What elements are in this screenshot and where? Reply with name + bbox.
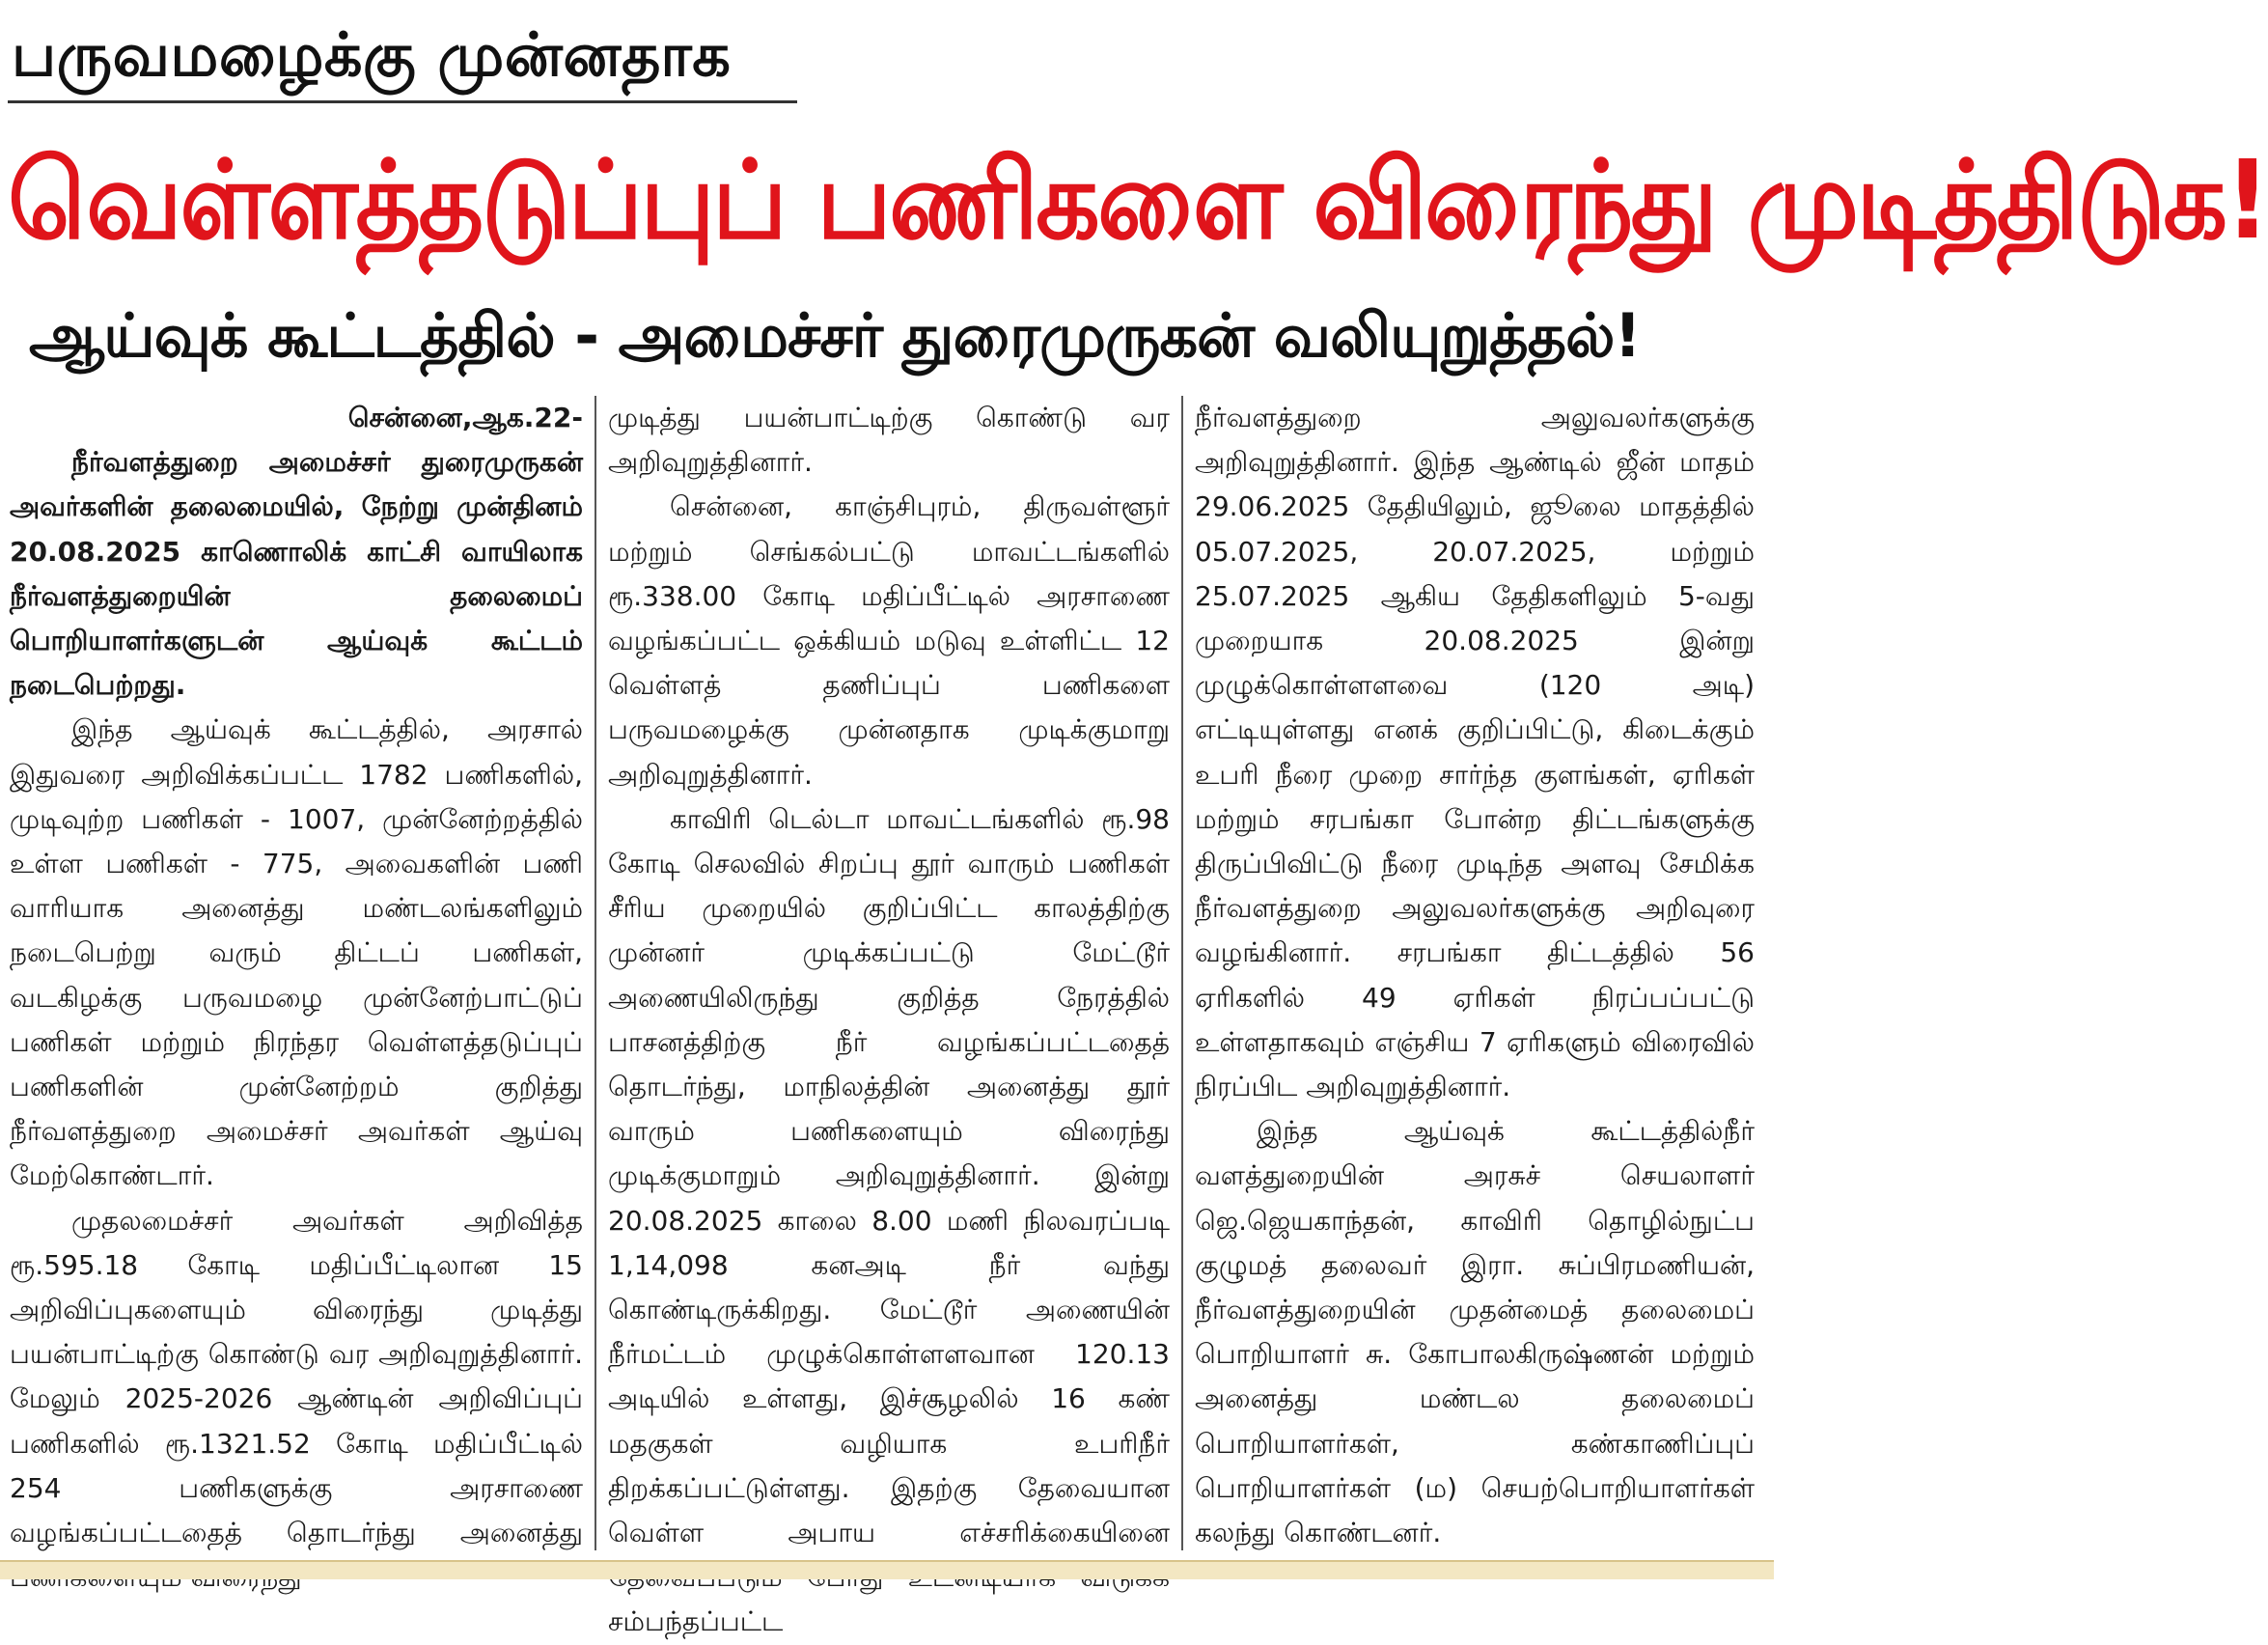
article-lead-paragraph: நீர்வளத்துறை அமைச்சர் துரைமுருகன் அவர்களின் தலைமையில், நேற்று முன்தினம் 20.08.2025 காணொலிக் காட்சி வாயிலாக நீர்வளத்துறையின் தலைமைப் பொறியாளர்களுடன் ஆய்வுக் கூட்டம் நடைபெற்றது. [10, 446, 583, 702]
body-paragraph: இந்த ஆய்வுக் கூட்டத்தில், அரசால் இதுவரை அறிவிக்கப்பட்ட 1782 பணிகளில், முடிவுற்ற பணிகள் - 1007, முன்னேற்றத்தில் உள்ள பணிகள் - 775, அவைகளின் பணி வாரியாக அனைத்து மண்டலங்களிலும் நடைபெற்று வரும் திட்டப் பணிகள், வடகிழக்கு பருவமழை முன்னேற்பாட்டுப் பணிகள் மற்றும் நிரந்தர வெள்ளத்தடுப்புப் பணிகளின் முன்னேற்றம் குறித்து நீர்வளத்துறை அமைச்சர் அவர்கள் ஆய்வு மேற்கொண்டார். [10, 713, 583, 1192]
body-column-3 [1181, 396, 1766, 1550]
article-subheadline: ஆய்வுக் கூட்டத்தில் - அமைச்சர் துரைமுருகன் வலியுறுத்தல்! [29, 300, 1641, 371]
article-kicker: பருவமழைக்கு முன்னதாக [12, 19, 732, 90]
body-paragraph: இந்த ஆய்வுக் கூட்டத்தில்நீர் வளத்துறையின் அரசுச் செயலாளர் ஜெ.ஜெயகாந்தன், காவிரி தொழில்நுட்ப குழுமத் தலைவர் இரா. சுப்பிரமணியன், நீர்வளத்துறையின் முதன்மைத் தலைமைப் பொறியாளர் சு. கோபாலகிருஷ்ணன் மற்றும் அனைத்து மண்டல தலைமைப் பொறியாளர்கள், கண்காணிப்புப் பொறியாளர்கள் (ம) செயற்பொறியாளர்கள் கலந்து கொண்டனர். [1195, 1115, 1755, 1549]
body-column-2 [595, 396, 1181, 1638]
body-paragraph-continued: நீர்வளத்துறை அலுவலர்களுக்கு அறிவுறுத்தினார். இந்த ஆண்டில் ஜீன் மாதம் 29.06.2025 தேதியிலும், ஜூலை மாதத்தில் 05.07.2025, 20.07.2025, மற்றும் 25.07.2025 ஆகிய தேதிகளிலும் 5-வது முறையாக 20.08.2025 இன்று முழுக்கொள்ளளவை (120 அடி) எட்டியுள்ளது எனக் குறிப்பிட்டு, கிடைக்கும் உபரி நீரை முறை சார்ந்த குளங்கள், ஏரிகள் மற்றும் சரபங்கா போன்ற திட்டங்களுக்கு திருப்பிவிட்டு நீரை முடிந்த அளவு சேமிக்க நீர்வளத்துறை அலுவலர்களுக்கு அறிவுரை வழங்கினார். சரபங்கா திட்டத்தில் 56 ஏரிகளில் 49 ஏரிகள் நிரப்பப்பட்டு உள்ளதாகவும் எஞ்சிய 7 ஏரிகளும் விரைவில் நிரப்பிட அறிவுறுத்தினார். [1195, 402, 1755, 1103]
body-paragraph: சென்னை, காஞ்சிபுரம், திருவள்ளூர் மற்றும் செங்கல்பட்டு மாவட்டங்களில் ரூ.338.00 கோடி மதிப்பீட்டில் அரசாணை வழங்கப்பட்ட ஒக்கியம் மடுவு உள்ளிட்ட 12 வெள்ளத் தணிப்புப் பணிகளை பருவமழைக்கு முன்னதாக முடிக்குமாறு அறிவுறுத்தினார். [608, 490, 1170, 791]
article-dateline: சென்னை,ஆக.22- [347, 402, 583, 433]
bottom-border [0, 1560, 1774, 1579]
body-paragraph-continued: முடித்து பயன்பாட்டிற்கு கொண்டு வர அறிவுறுத்தினார். [608, 402, 1170, 479]
body-paragraph: முதலமைச்சர் அவர்கள் அறிவித்த ரூ.595.18 கோடி மதிப்பீட்டிலான 15 அறிவிப்புகளையும் விரைந்து முடித்து பயன்பாட்டிற்கு கொண்டு வர அறிவுறுத்தினார். மேலும் 2025-2026 ஆண்டின் அறிவிப்புப் பணிகளில் ரூ.1321.52 கோடி மதிப்பீட்டில் 254 பணிகளுக்கு அரசாணை வழங்கப்பட்டதைத் தொடர்ந்து அனைத்து [10, 1204, 583, 1549]
body-column-1 [8, 396, 595, 1550]
article-body [8, 396, 1766, 1638]
body-paragraph: காவிரி டெல்டா மாவட்டங்களில் ரூ.98 கோடி செலவில் சிறப்பு தூர் வாரும் பணிகள் சீரிய முறையில் குறிப்பிட்ட காலத்திற்கு முன்னர் முடிக்கப்பட்டு மேட்டூர் அணையிலிருந்து குறித்த நேரத்தில் பாசனத்திற்கு நீர் வழங்கப்பட்டதைத் தொடர்ந்து, மாநிலத்தின் அனைத்து தூர் வாரும் பணிகளையும் விரைந்து முடிக்குமாறும் அறிவுறுத்தினார். இன்று 20.08.2025 காலை 8.00 மணி நிலவரப்படி 1,14,098 கனஅடி நீர் வந்து கொண்டிருக்கிறது. மேட்டூர் அணையின் நீர்மட்டம் முழுக்கொள்ளளவான 120.13 அடியில் உள்ளது, இச்சூழலில் 16 கண் மதகுகள் வழியாக உபரிநீர் திறக்கப்பட்டுள்ளது. இதற்கு தேவையான வெள்ள அபாய எச்சரிக்கையினை சம்பந்தப்பட்ட [608, 802, 1170, 1638]
kicker-underline [8, 100, 797, 103]
article-headline: வெள்ளத்தடுப்புப் பணிகளை விரைந்து முடித்திடுக! [8, 138, 2268, 264]
